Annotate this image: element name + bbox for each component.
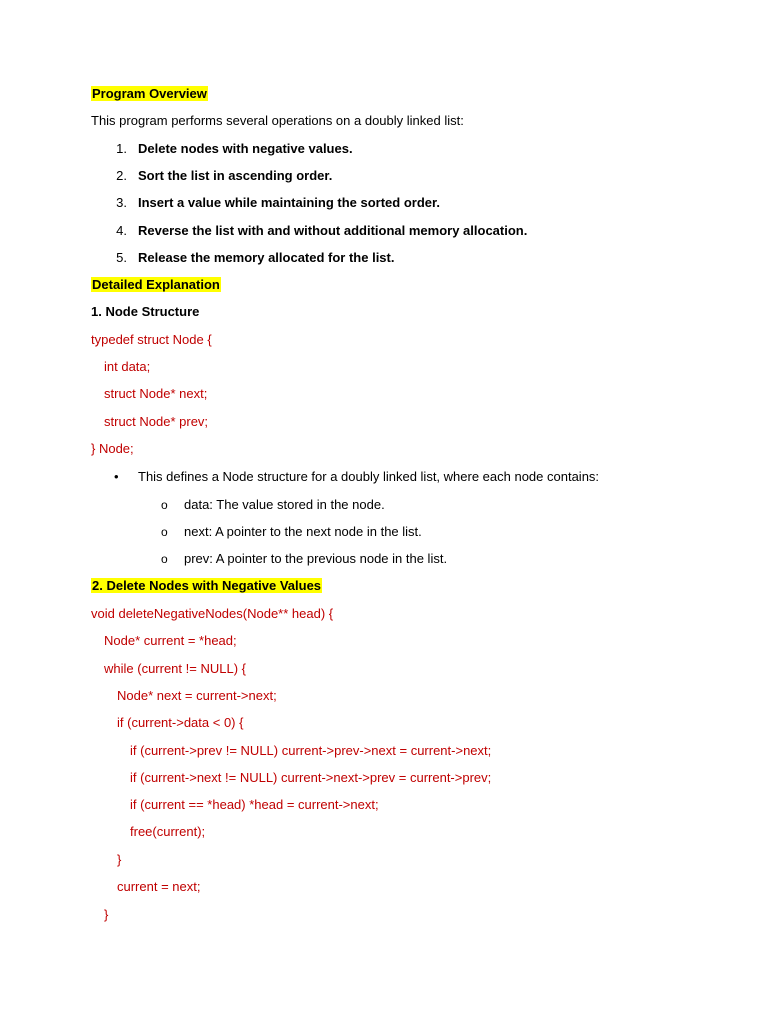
code-line: Node* current = *head; [104,633,237,648]
sub-bullet-text: next: A pointer to the next node in the list. [184,524,422,539]
section-title-node-structure: 1. Node Structure [91,304,200,319]
list-item-number: 1. [116,141,127,156]
code-line: void deleteNegativeNodes(Node** head) { [91,606,334,621]
bullet-text: This defines a Node structure for a doubly linked list, where each node contains: [138,469,600,484]
heading-highlight: Detailed Explanation [92,277,220,292]
list-item-number: 4. [116,223,127,238]
overview-intro: This program performs several operations on a doubly linked list: [91,113,464,128]
code-line: Node* next = current->next; [117,688,277,703]
code-line: struct Node* prev; [104,414,209,429]
list-item-text: Sort the list in ascending order. [138,168,333,183]
sub-bullet-text: prev: A pointer to the previous node in the list. [184,551,448,566]
program-overview-heading [91,86,208,102]
code-line: if (current->data < 0) { [117,715,244,730]
code-line: } [117,852,122,867]
code-line: int data; [104,359,151,374]
list-item-number: 2. [116,168,127,183]
bullet-marker: • [114,469,119,484]
list-item-number: 5. [116,250,127,265]
code-line: free(current); [130,824,206,839]
code-line: current = next; [117,879,201,894]
code-line: } [104,907,109,922]
list-item-text: Delete nodes with negative values. [138,141,353,156]
list-item-text: Reverse the list with and without additional memory allocation. [138,223,528,238]
list-item-number: 3. [116,195,127,210]
list-item-text: Release the memory allocated for the list. [138,250,395,265]
code-line: if (current == *head) *head = current->next; [130,797,379,812]
heading-highlight: 2. Delete Nodes with Negative Values [92,578,322,593]
code-line: if (current->prev != NULL) current->prev->next = current->next; [130,743,492,758]
sub-bullet-marker: o [161,525,168,539]
code-line: } Node; [91,441,134,456]
heading-highlight: Program Overview [92,86,207,101]
list-item-text: Insert a value while maintaining the sorted order. [138,195,440,210]
sub-bullet-marker: o [161,552,168,566]
sub-bullet-text: data: The value stored in the node. [184,497,385,512]
code-line: typedef struct Node { [91,332,212,347]
sub-bullet-marker: o [161,498,168,512]
code-line: struct Node* next; [104,386,208,401]
detailed-explanation-heading [91,277,221,293]
section-title-delete-negative [91,578,322,594]
code-line: if (current->next != NULL) current->next->prev = current->prev; [130,770,492,785]
code-line: while (current != NULL) { [104,661,246,676]
